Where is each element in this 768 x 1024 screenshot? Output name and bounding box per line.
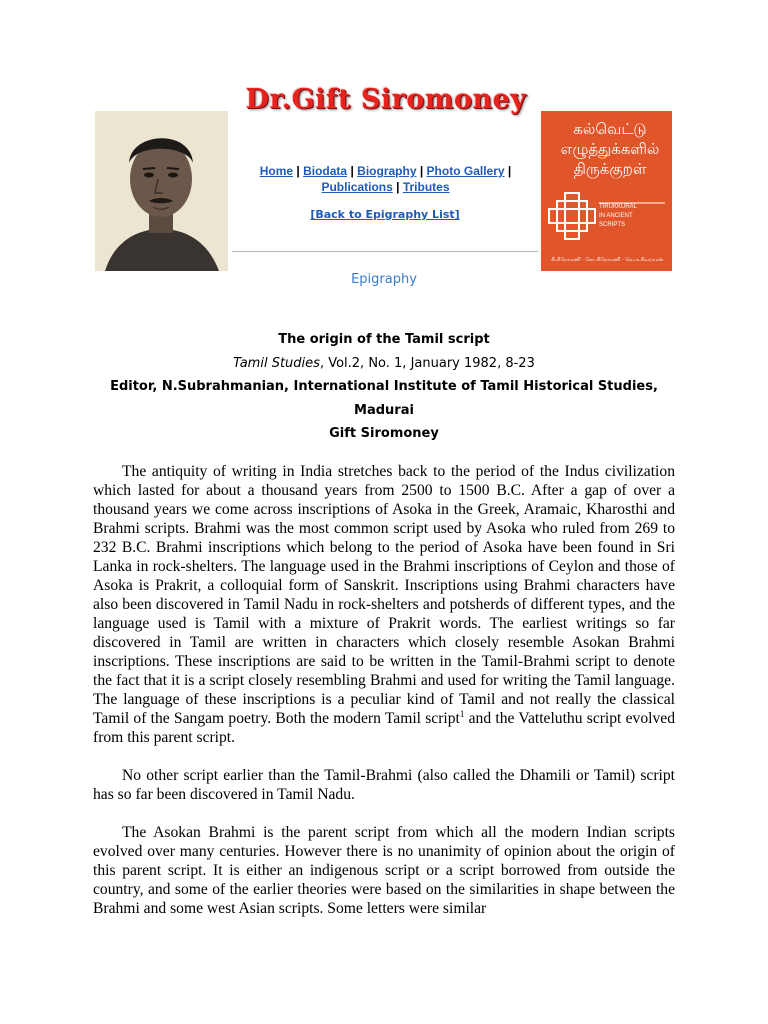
article-citation [90,352,678,376]
article-body [93,462,675,937]
nav-separator: | [296,164,300,178]
book-cover-tamil-line: கல்வெட்டு [573,120,647,138]
portrait-illustration [95,111,228,271]
nav-link-home[interactable]: Home [259,164,294,178]
book-cover-image [541,111,672,271]
nav-separator: | [350,164,354,178]
header-divider [232,251,538,252]
book-cover-title-line: TIRUKKURAL [599,204,638,210]
book-cover-title-line: IN ANCIENT [599,213,633,219]
book-cover-tamil-line: எழுத்துக்களில் [560,140,660,158]
book-cover-title-line: SCRIPTS [599,222,626,228]
site-navigation [258,163,513,195]
nav-separator: | [419,164,424,178]
paragraph-text: and the Vatteluthu script evolved from this parent script. [93,710,675,746]
book-cover-emblem-icon [541,111,672,271]
nav-link-tributes[interactable]: Tributes [402,180,450,194]
nav-link-biodata[interactable]: Biodata [303,164,348,178]
journal-name: Tamil Studies [233,355,320,371]
nav-separator: | [396,180,400,194]
section-heading: Epigraphy [351,272,417,287]
editor-line: Editor, N.Subrahmanian, International Institute of Tamil Historical Studies, [110,379,658,394]
portrait-photo [95,111,228,271]
article-header [90,328,678,446]
site-banner-title: Dr.Gift Siromoney [245,84,527,115]
book-cover-tamil-line: திருக்குறள் [573,160,647,178]
book-cover-english-title [599,203,665,230]
editor-location: Madurai [354,402,414,418]
footnote-marker[interactable]: 1 [459,708,465,719]
back-to-epigraphy-link[interactable]: [Back to Epigraphy List] [310,208,460,221]
article-title: The origin of the Tamil script [278,332,490,347]
nav-link-photo-gallery[interactable]: Photo Gallery [426,164,505,178]
article-author: Gift Siromoney [329,426,439,441]
paragraph: No other script earlier than the Tamil-Brahmi (also called the Dhamili or Tamil) script has so far been discovered in Tamil Nadu. [93,767,675,803]
paragraph-text: The antiquity of writing in India stretches back to the period of the Indus civilization which lasted for about a thousand years from 2500 to 1500 B.C. After a gap of over a thousand years we come across inscriptions of Asoka in the Greek, Aramaic, Kharosthi and Brahmi scripts. Brahmi was the most common script used by Asoka who ruled from 269 to 232 B.C. Brahmi inscriptions which belong to the period of Asoka have been found in Sri Lanka in rock-shelters. The language used in the Brahmi inscriptions of Ceylon and those of Asoka is Prakrit, a colloquial form of Sanskrit. Inscriptions using Brahmi characters have also been discovered in Tamil Nadu in rock-shelters and potsherds of different types, and the language used is Tamil with a mixture of Prakrit words. The earliest writings so far discovered in Tamil are written in characters which closely resemble Asokan Brahmi inscriptions. These inscriptions are said to be written in the Tamil-Brahmi script to denote the fact that it is a script closely resembling Brahmi and used for writing the Tamil language. The language of these inscriptions is a peculiar kind of Tamil and not really the classical Tamil of the Sangam poetry. Both the modern Tamil script [93,463,675,727]
paragraph: The Asokan Brahmi is the parent script from which all the modern Indian scripts evolved over many centuries. However there is no unanimity of opinion about the origin of this parent script. It is either an indigenous script or a script borrowed from outside the country, and some of the earlier theories were based on the similarities in shape between the Brahmi and some west Asian scripts. Some letters were similar [93,824,675,917]
nav-separator: | [507,164,512,178]
nav-link-biography[interactable]: Biography [357,164,417,178]
nav-link-publications[interactable]: Publications [321,180,393,194]
book-cover-authors: கி.சிரோமணி · கோ.சிரோமணி · வெ.சு.சிவராமன் [550,257,664,263]
paragraph [93,462,675,747]
citation-details: , Vol.2, No. 1, January 1982, 8-23 [319,355,535,371]
